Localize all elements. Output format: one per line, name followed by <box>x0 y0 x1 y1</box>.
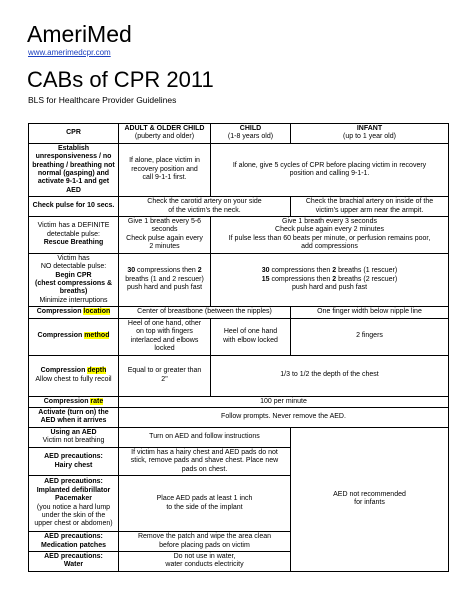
label-aed-water: AED precautions: Water <box>29 551 119 571</box>
row-begin-cpr <box>29 253 449 306</box>
hairy-chest-value: If victim has a hairy chest and AED pads do not stick, remove pads and shave chest. Place new pads on chest. <box>119 447 291 475</box>
label-pulse-check: Check pulse for 10 secs. <box>29 197 119 217</box>
label-using-aed: Using an AED Victim not breathing <box>29 427 119 447</box>
begin-cpr-child-infant: 30 compressions then 2 breaths (1 rescuer) 15 compressions then 2 breaths (2 rescuer) push hard and push fast <box>211 253 449 306</box>
method-infant: 2 fingers <box>291 318 449 355</box>
row-activate-aed <box>29 407 449 427</box>
header-adult: ADULT & OLDER CHILD (puberty and older) <box>119 124 211 144</box>
header-cpr: CPR <box>29 124 119 144</box>
rate-value: 100 per minute <box>119 396 449 407</box>
website-link[interactable]: www.amerimedcpr.com <box>28 48 111 57</box>
medication-patches-value: Remove the patch and wipe the area clean before placing pads on victim <box>119 532 291 552</box>
label-compression-method: Compression method <box>29 318 119 355</box>
row-compression-location <box>29 307 449 318</box>
row-pulse-check <box>29 197 449 217</box>
pulse-check-infant: Check the brachial artery on inside of the victim's upper arm near the armpit. <box>291 197 449 217</box>
rescue-adult: Give 1 breath every 5-6 seconds Check pulse again every 2 minutes <box>119 217 211 254</box>
label-compression-location: Compression location <box>29 307 119 318</box>
cpr-guidelines-table <box>28 123 449 572</box>
row-establish <box>29 143 449 196</box>
location-adult-child: Center of breastbone (between the nipples) <box>119 307 291 318</box>
label-activate-aed: Activate (turn on) the AED when it arrives <box>29 407 119 427</box>
water-value: Do not use in water, water conducts electricity <box>119 551 291 571</box>
row-compression-method <box>29 318 449 355</box>
label-begin-cpr: Victim has NO detectable pulse: Begin CPR (chest compressions & breaths) Minimize interruptions <box>29 253 119 306</box>
pacemaker-value: Place AED pads at least 1 inch to the side of the implant <box>119 476 291 532</box>
pulse-check-adult-child: Check the carotid artery on your side of the victim's the neck. <box>119 197 291 217</box>
label-aed-medication-patches: AED precautions: Medication patches <box>29 532 119 552</box>
label-aed-hairy-chest: AED precautions: Hairy chest <box>29 447 119 475</box>
row-rescue-breathing <box>29 217 449 254</box>
using-aed-value: Turn on AED and follow instructions <box>119 427 291 447</box>
establish-adult: If alone, place victim in recovery position and call 9-1-1 first. <box>119 143 211 196</box>
label-compression-depth: Compression depth Allow chest to fully recoil <box>29 355 119 396</box>
location-infant: One finger width below nipple line <box>291 307 449 318</box>
page-title: CABs of CPR 2011 <box>27 67 214 92</box>
depth-child-infant: 1/3 to 1/2 the depth of the chest <box>211 355 449 396</box>
begin-cpr-adult: 30 compressions then 2 breaths (1 and 2 rescuer) push hard and push fast <box>119 253 211 306</box>
method-adult: Heel of one hand, other on top with fingers interlaced and elbows locked <box>119 318 211 355</box>
aed-infant-note: AED not recommended for infants <box>291 427 449 571</box>
label-compression-rate: Compression rate <box>29 396 119 407</box>
row-compression-rate <box>29 396 449 407</box>
header-child: CHILD (1-8 years old) <box>211 124 291 144</box>
page-subtitle: BLS for Healthcare Provider Guidelines <box>28 95 177 105</box>
header-row <box>29 124 449 144</box>
row-compression-depth <box>29 355 449 396</box>
rescue-child-infant: Give 1 breath every 3 seconds Check pulse again every 2 minutes If pulse less than 60 beats per minute, or perfusion remains poor, add compressions <box>211 217 449 254</box>
activate-aed-value: Follow prompts. Never remove the AED. <box>119 407 449 427</box>
row-using-aed <box>29 427 449 447</box>
label-rescue-breathing: Victim has a DEFINITE detectable pulse: Rescue Breathing <box>29 217 119 254</box>
depth-adult: Equal to or greater than 2" <box>119 355 211 396</box>
header-infant: INFANT (up to 1 year old) <box>291 124 449 144</box>
brand-name: AmeriMed <box>27 21 132 47</box>
method-child: Heel of one hand with elbow locked <box>211 318 291 355</box>
label-establish: Establish unresponsiveness / no breathing / breathing not normal (gasping) and activate 9-1-1 and get AED <box>29 143 119 196</box>
establish-child-infant: If alone, give 5 cycles of CPR before placing victim in recovery position and calling 9-1-1. <box>211 143 449 196</box>
label-aed-pacemaker: AED precautions: Implanted defibrillator Pacemaker (you notice a hard lump under the skin of the upper chest or abdomen) <box>29 476 119 532</box>
